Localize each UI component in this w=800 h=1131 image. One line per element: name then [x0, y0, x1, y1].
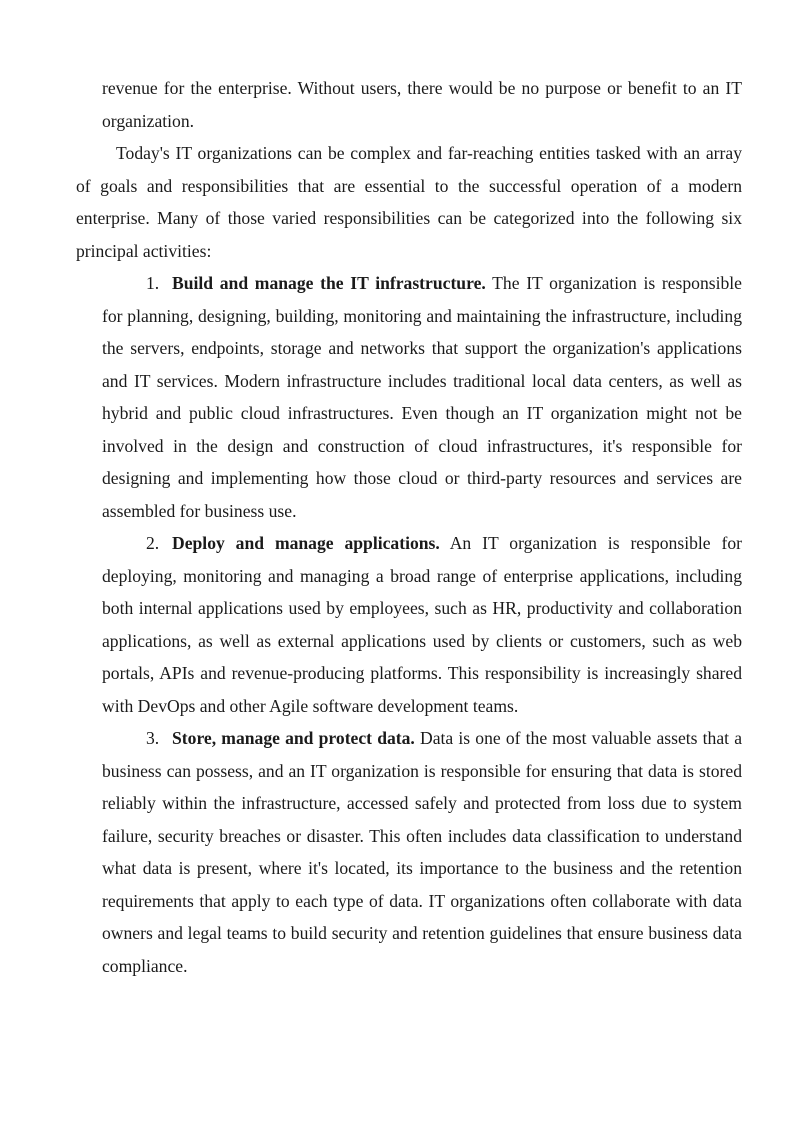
list-item-infrastructure	[76, 267, 742, 527]
list-number: 2.	[146, 533, 160, 553]
list-heading: Store, manage and protect data.	[172, 728, 415, 748]
list-number: 3.	[146, 728, 160, 748]
list-item-applications	[76, 527, 742, 722]
body-text	[76, 72, 742, 982]
continuation-paragraph: revenue for the enterprise. Without users, there would be no purpose or benefit to an IT organization.	[102, 78, 742, 131]
list-body: An IT organization is responsible for deploying, monitoring and managing a broad range of enterprise applications, including both internal applications used by employees, such as HR, productivity and collaboration applications, as well as external applications used by clients or customers, such as web portals, APIs and revenue-producing platforms. This responsibility is increasingly shared with DevOps and other Agile software development teams.	[102, 533, 742, 716]
intro-paragraph: Today's IT organizations can be complex and far-reaching entities tasked with an array of goals and responsibilities that are essential to the successful operation of a modern enterprise. Many of those varied responsibilities can be categorized into the following six principal activities:	[76, 143, 742, 261]
list-item-data	[76, 722, 742, 982]
list-heading: Build and manage the IT infrastructure.	[172, 273, 486, 293]
list-body: Data is one of the most valuable assets that a business can possess, and an IT organization is responsible for ensuring that data is stored reliably within the infrastructure, accessed safely and protected from loss due to system failure, security breaches or disaster. This often includes data classification to understand what data is present, where it's located, its importance to the business and the retention requirements that apply to each type of data. IT organizations often collaborate with data owners and legal teams to build security and retention guidelines that ensure business data compliance.	[102, 728, 742, 976]
list-number: 1.	[146, 273, 160, 293]
list-heading: Deploy and manage applications.	[172, 533, 440, 553]
list-body: The IT organization is responsible for planning, designing, building, monitoring and maintaining the infrastructure, including the servers, endpoints, storage and networks that support the organization's applications and IT services. Modern infrastructure includes traditional local data centers, as well as hybrid and public cloud infrastructures. Even though an IT organization might not be involved in the design and construction of cloud infrastructures, it's responsible for designing and implementing how those cloud or third-party resources and services are assembled for business use.	[102, 273, 742, 521]
